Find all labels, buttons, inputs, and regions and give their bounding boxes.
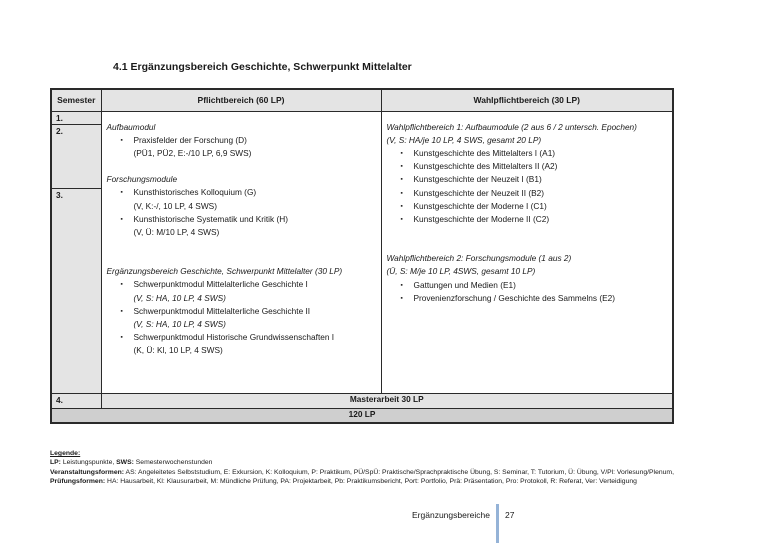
footer-page-number: 27 bbox=[505, 510, 515, 520]
group-heading: Wahlpflichtbereich 2: Forschungsmodule (1 aus 2) bbox=[386, 253, 572, 264]
module-detail: (PÜ1, PÜ2, E:-/10 LP, 6,9 SWS) bbox=[133, 147, 252, 158]
semester-4-cell: 4. bbox=[51, 393, 101, 408]
module-item bbox=[107, 213, 377, 239]
module-group-wahlpflicht-1 bbox=[387, 121, 669, 227]
bullet-icon: ▪ bbox=[400, 281, 403, 289]
table-row bbox=[51, 408, 673, 423]
module-detail: (K, Ü: Kl, 10 LP, 4 SWS) bbox=[133, 345, 223, 356]
group-subheading: (V, S: HA/je 10 LP, 4 SWS, gesamt 20 LP) bbox=[386, 134, 542, 145]
legend-veranstaltungen-text: AS: Angeleitetes Selbststudium, E: Exkursion, K: Kolloquium, P: Praktikum, PÜ/SpÜ: Praktische/Sprachpraktische Übung, S: Seminar, T: Tutorium, Ü: Übung, V/Pl: Vorlesung/Plenum, bbox=[124, 468, 674, 476]
module-group-aufbaumodul bbox=[107, 121, 377, 161]
page-title: 4.1 Ergänzungsbereich Geschichte, Schwerpunkt Mittelalter bbox=[113, 61, 412, 73]
module-group-forschungsmodule bbox=[107, 173, 377, 239]
module-item bbox=[107, 134, 377, 160]
module-item bbox=[387, 187, 669, 200]
semester-3-cell: 3. bbox=[51, 188, 101, 393]
legend-title: Legende: bbox=[50, 450, 81, 457]
module-detail: (V, K:-/, 10 LP, 4 SWS) bbox=[133, 200, 217, 211]
bullet-icon: ▪ bbox=[400, 294, 403, 302]
module-title: Kunstgeschichte der Neuzeit II (B2) bbox=[413, 187, 545, 198]
module-title: Kunsthistorische Systematik und Kritik (H) bbox=[133, 213, 288, 224]
module-title: Gattungen und Medien (E1) bbox=[413, 279, 516, 290]
module-title: Kunstgeschichte der Moderne II (C2) bbox=[413, 213, 550, 224]
legend-title-line bbox=[50, 449, 674, 458]
module-item bbox=[387, 160, 669, 173]
legend-pruefungen-text: HA: Hausarbeit, Kl: Klausurarbeit, M: Mündliche Prüfung, PA: Projektarbeit, Pb: Praktikumsbericht, Port: Portfolio, Prä: Präsentation, Pro: Protokoll, R: Referat, Ver: Verteidigung bbox=[105, 477, 637, 485]
bullet-icon: ▪ bbox=[120, 215, 123, 223]
bullet-icon: ▪ bbox=[400, 149, 403, 157]
table-row bbox=[51, 111, 673, 124]
bullet-icon: ▪ bbox=[400, 163, 403, 171]
bullet-icon: ▪ bbox=[400, 202, 403, 210]
module-title: Schwerpunktmodul Historische Grundwissenschaften I bbox=[133, 332, 335, 343]
bullet-icon: ▪ bbox=[400, 189, 403, 197]
module-item bbox=[107, 305, 377, 331]
module-item bbox=[387, 147, 669, 160]
legend bbox=[50, 449, 674, 486]
module-item bbox=[387, 279, 669, 292]
group-subheading: (Ü, S: M/je 10 LP, 4SWS, gesamt 10 LP) bbox=[386, 266, 536, 277]
module-detail: (V, S: HA, 10 LP, 4 SWS) bbox=[133, 318, 226, 329]
module-title: Kunstgeschichte der Moderne I (C1) bbox=[413, 200, 547, 211]
module-title: Kunstgeschichte des Mittelalters II (A2) bbox=[413, 161, 558, 172]
legend-pruefungen-label: Prüfungsformen: bbox=[50, 477, 106, 485]
bullet-icon: ▪ bbox=[400, 176, 403, 184]
semester-1-cell: 1. bbox=[51, 111, 101, 124]
module-item bbox=[107, 331, 377, 357]
module-title: Kunsthistorisches Kolloquium (G) bbox=[133, 187, 257, 198]
module-item bbox=[107, 278, 377, 304]
group-heading: Forschungsmodule bbox=[106, 174, 178, 185]
masterarbeit-cell: Masterarbeit 30 LP bbox=[101, 393, 673, 408]
bullet-icon: ▪ bbox=[120, 136, 123, 144]
legend-veranstaltungsformen-line bbox=[50, 468, 674, 477]
footer-accent-bar bbox=[496, 504, 499, 543]
module-item bbox=[387, 200, 669, 213]
bullet-icon: ▪ bbox=[400, 215, 403, 223]
legend-sws-text: Semesterwochenstunden bbox=[133, 459, 213, 467]
group-heading: Ergänzungsbereich Geschichte, Schwerpunkt Mittelalter (30 LP) bbox=[106, 266, 343, 277]
group-heading: Wahlpflichtbereich 1: Aufbaumodule (2 aus 6 / 2 untersch. Epochen) bbox=[386, 121, 637, 132]
header-wahlpflichtbereich: Wahlpflichtbereich (30 LP) bbox=[381, 89, 673, 111]
table-row bbox=[51, 393, 673, 408]
module-detail: (V, S: HA, 10 LP, 4 SWS) bbox=[133, 292, 226, 303]
pflichtbereich-cell bbox=[101, 111, 381, 393]
module-title: Kunstgeschichte der Neuzeit I (B1) bbox=[413, 174, 542, 185]
legend-sws-label: SWS: bbox=[116, 459, 134, 467]
module-title: Schwerpunktmodul Mittelalterliche Geschichte I bbox=[133, 279, 308, 290]
module-title: Schwerpunktmodul Mittelalterliche Geschichte II bbox=[133, 305, 311, 316]
group-heading: Aufbaumodul bbox=[106, 121, 156, 132]
module-item bbox=[387, 292, 669, 305]
module-detail: (V, Ü: M/10 LP, 4 SWS) bbox=[133, 226, 220, 237]
bullet-icon: ▪ bbox=[120, 281, 123, 289]
header-pflichtbereich: Pflichtbereich (60 LP) bbox=[101, 89, 381, 111]
header-semester: Semester bbox=[51, 89, 101, 111]
bullet-icon: ▪ bbox=[120, 334, 123, 342]
module-item bbox=[107, 186, 377, 212]
legend-lp-sws-line bbox=[50, 458, 674, 467]
bullet-icon: ▪ bbox=[120, 307, 123, 315]
bullet-icon: ▪ bbox=[120, 189, 123, 197]
table-header-row bbox=[51, 89, 673, 111]
module-title: Praxisfelder der Forschung (D) bbox=[133, 134, 247, 145]
semester-2-cell: 2. bbox=[51, 124, 101, 188]
module-item bbox=[387, 173, 669, 186]
wahlpflichtbereich-cell bbox=[381, 111, 673, 393]
curriculum-table bbox=[50, 88, 674, 424]
module-item bbox=[387, 213, 669, 226]
legend-lp-label: LP: bbox=[50, 459, 61, 467]
total-lp-cell: 120 LP bbox=[51, 408, 673, 423]
footer-section-label: Ergänzungsbereiche bbox=[412, 510, 490, 520]
legend-veranstaltungen-label: Veranstaltungsformen: bbox=[50, 468, 125, 476]
module-group-wahlpflicht-2 bbox=[387, 252, 669, 305]
module-title: Kunstgeschichte des Mittelalters I (A1) bbox=[413, 147, 556, 158]
legend-lp-text: Leistungspunkte, bbox=[60, 459, 117, 467]
legend-pruefungsformen-line bbox=[50, 477, 674, 486]
module-title: Provenienzforschung / Geschichte des Sammelns (E2) bbox=[413, 292, 616, 303]
module-group-ergaenzungsbereich bbox=[107, 265, 377, 357]
